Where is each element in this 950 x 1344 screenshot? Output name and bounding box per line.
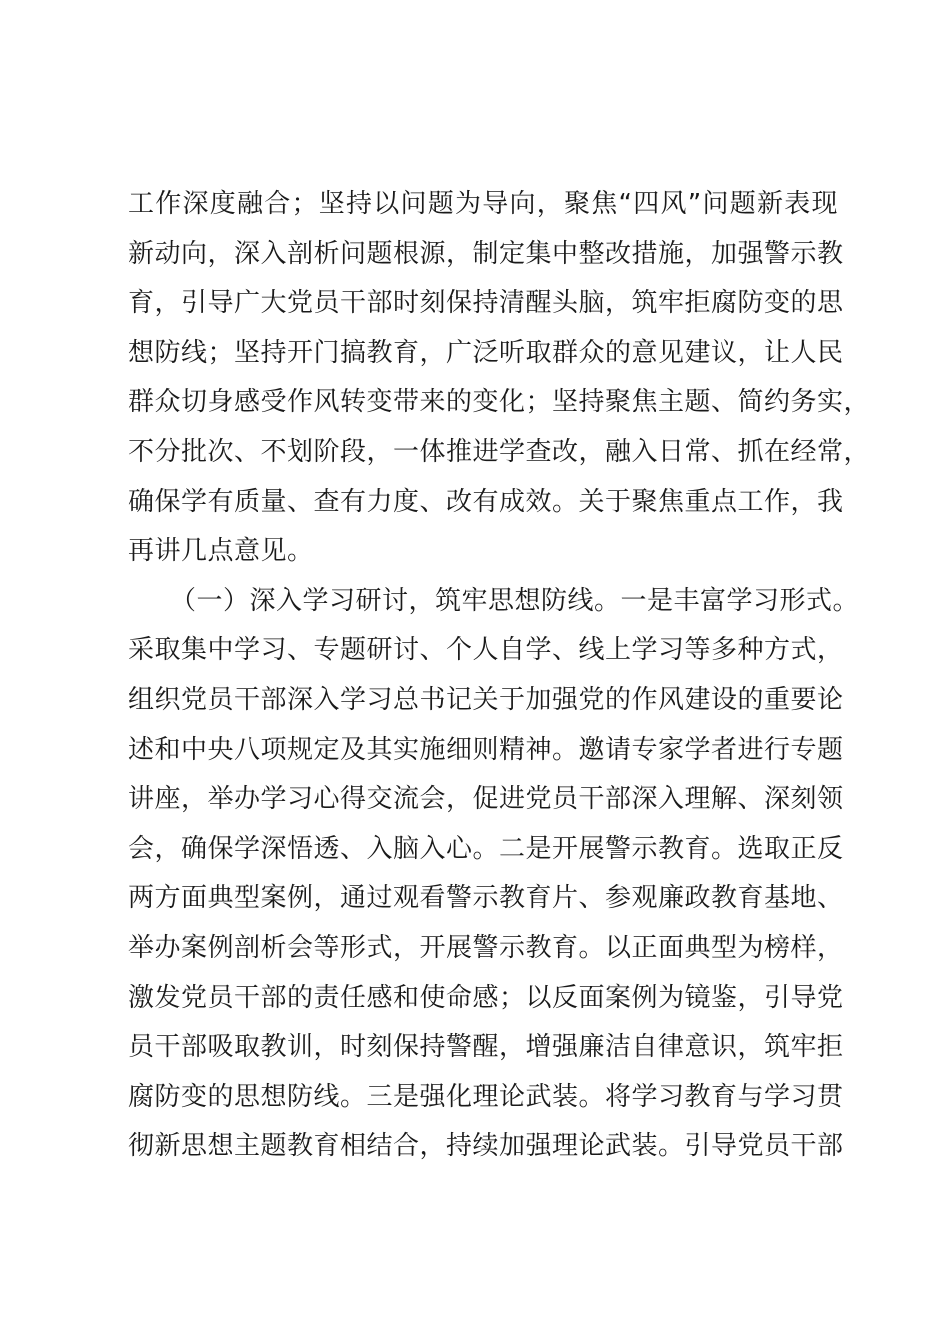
text-line: 举办案例剖析会等形式，开展警示教育。以正面典型为榜样， bbox=[128, 932, 844, 963]
text-line: 述和中央八项规定及其实施细则精神。邀请专家学者进行专题 bbox=[128, 734, 844, 765]
text-line: 再讲几点意见。 bbox=[128, 536, 314, 567]
text-line: 想防线；坚持开门搞教育，广泛听取群众的意见建议，让人民 bbox=[128, 337, 844, 368]
text-line: 确保学有质量、查有力度、改有成效。关于聚焦重点工作，我 bbox=[128, 486, 844, 517]
text-line: 员干部吸取教训，时刻保持警醒，增强廉洁自律意识，筑牢拒 bbox=[128, 1032, 844, 1063]
document-body bbox=[128, 180, 871, 1172]
text-line: 彻新思想主题教育相结合，持续加强理论武装。引导党员干部 bbox=[128, 1131, 844, 1162]
text-line: 采取集中学习、专题研讨、个人自学、线上学习等多种方式， bbox=[128, 635, 844, 666]
text-line: 工作深度融合；坚持以问题为导向，聚焦“四风”问题新表现 bbox=[128, 189, 838, 219]
text-line: 群众切身感受作风转变带来的变化；坚持聚焦主题、简约务实， bbox=[128, 387, 871, 418]
text-line: 讲座，举办学习心得交流会，促进党员干部深入理解、深刻领 bbox=[128, 784, 844, 815]
text-line: 激发党员干部的责任感和使命感；以反面案例为镜鉴，引导党 bbox=[128, 982, 844, 1013]
text-line: 组织党员干部深入学习总书记关于加强党的作风建设的重要论 bbox=[128, 684, 844, 715]
text-line: 两方面典型案例，通过观看警示教育片、参观廉政教育基地、 bbox=[128, 883, 844, 914]
text-line: 不分批次、不划阶段，一体推进学查改，融入日常、抓在经常， bbox=[128, 436, 871, 467]
text-line: 育，引导广大党员干部时刻保持清醒头脑，筑牢拒腐防变的思 bbox=[128, 288, 844, 319]
paragraph-2 bbox=[128, 577, 860, 1172]
section-heading-line: （一）深入学习研讨，筑牢思想防线。一是丰富学习形式。 bbox=[170, 585, 860, 616]
text-line: 会，确保学深悟透、入脑入心。二是开展警示教育。选取正反 bbox=[128, 833, 844, 864]
paragraph-1 bbox=[128, 180, 871, 577]
text-line: 新动向，深入剖析问题根源，制定集中整改措施，加强警示教 bbox=[128, 238, 844, 269]
text-line: 腐防变的思想防线。三是强化理论武装。将学习教育与学习贯 bbox=[128, 1081, 844, 1112]
